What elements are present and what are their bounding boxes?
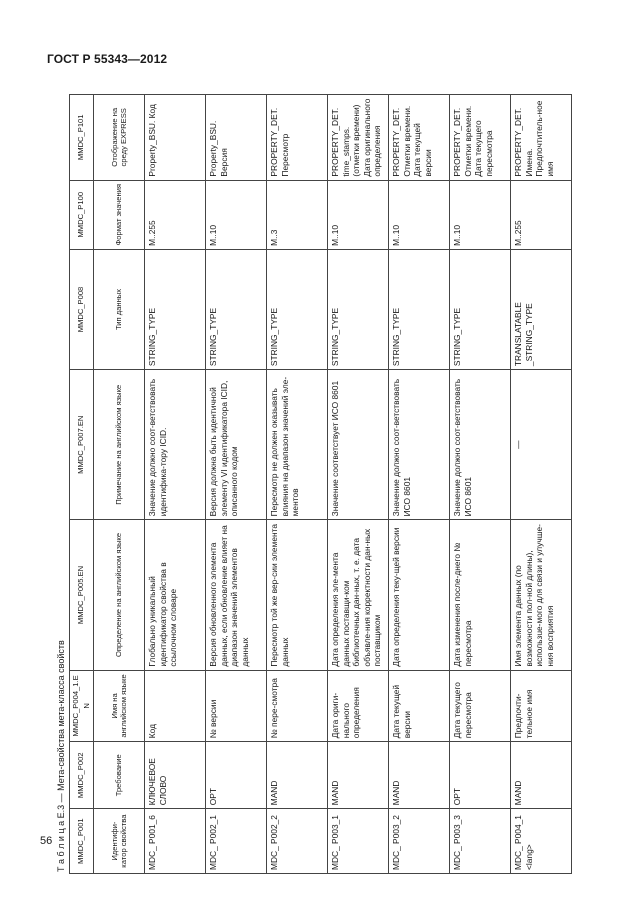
column-header: Требование — [94, 742, 145, 809]
table-cell: MDC_ P003_3 — [450, 809, 511, 874]
meta-properties-table — [69, 94, 572, 874]
table-cell: Имя элемента данных (по возможности пол-ной длины), использue-мого для связи и улучше-ния восприятия — [511, 520, 572, 670]
table-cell: № версии — [206, 670, 267, 742]
column-header: Тип данных — [94, 249, 145, 369]
column-code: MMDC_P007.EN — [70, 370, 94, 520]
table-cell: M..10 — [450, 180, 511, 249]
table-cell: PROPERTY_DET. Отметки времени. Дата текущей версии — [389, 95, 450, 181]
table-cell: Дата текущего пересмотра — [450, 670, 511, 742]
column-code: MMDC_P004_1.EN — [70, 670, 94, 742]
table-cell: Предпочти-тельное имя — [511, 670, 572, 742]
table-cell: Глобально уникальный идентификатор свойства в ссылочном словаре — [145, 520, 206, 670]
table-cell: STRING_TYPE — [328, 249, 389, 369]
table-row — [511, 95, 572, 874]
table-cell: MAND — [328, 742, 389, 809]
column-code: MMDC_P001 — [70, 809, 94, 874]
table-cell: MDC_ P003_2 — [389, 809, 450, 874]
table-cell: PROPERTY_DET. time_stamps. (отметки времени) Дата оригинального определения — [328, 95, 389, 181]
table-cell: Дата ориги-нального определения — [328, 670, 389, 742]
table-cell: Значение соответствует ИСО 8601 — [328, 370, 389, 520]
table-row — [267, 95, 328, 874]
table-cell: STRING_TYPE — [206, 249, 267, 369]
table-cell: Значение должно соот-ветствовать ИСО 8601 — [389, 370, 450, 520]
table-caption: Т а б л и ц а Е.3 — Мета-свойства мета-класса свойств — [56, 640, 66, 872]
table-cell: MAND — [511, 742, 572, 809]
table-cell: MAND — [389, 742, 450, 809]
table-row — [206, 95, 267, 874]
table-cell: MDC_ P004_1 <lang> — [511, 809, 572, 874]
table-cell: Значение должно соот-ветствовать ИСО 8601 — [450, 370, 511, 520]
page-number: 56 — [40, 835, 53, 847]
table-cell: M..10 — [389, 180, 450, 249]
column-code: MMDC_P008 — [70, 249, 94, 369]
table-row — [145, 95, 206, 874]
column-header: Идентифи-катор свойства — [94, 809, 145, 874]
table-cell: PROPERTY_DET. Отметки времени. Дата текущего пересмотра — [450, 95, 511, 181]
column-header: Отображение на среду EXPRESS — [94, 95, 145, 181]
column-code: MMDC_P005.EN — [70, 520, 94, 670]
table-cell: Дата определения теку-щей версии — [389, 520, 450, 670]
column-code: MMDC_P101 — [70, 95, 94, 181]
table-cell: PROPERTY_DET. Пересмотр — [267, 95, 328, 181]
table-cell: Дата текущей версии — [389, 670, 450, 742]
table-cell: M..255 — [511, 180, 572, 249]
table-row — [450, 95, 511, 874]
table-cell: MDC_ P003_1 — [328, 809, 389, 874]
table-cell: PROPERTY_DET. Имена. Предпочтитель-ное имя — [511, 95, 572, 181]
table-cell: Дата изменения после-днего № пересмотра — [450, 520, 511, 670]
column-header: Примечание на английском языке — [94, 370, 145, 520]
column-header: Определение на английском языке — [94, 520, 145, 670]
column-header: Формат значения — [94, 180, 145, 249]
table-cell: MDC_ P002_2 — [267, 809, 328, 874]
table-cell: M..10 — [206, 180, 267, 249]
table-cell: КЛЮЧЕВОЕ СЛОВО — [145, 742, 206, 809]
table-cell: Значение должно соот-ветствовать идентифика-тору ICID. — [145, 370, 206, 520]
table-cell: Пересмотр той же вер-сии элемента данных — [267, 520, 328, 670]
rotated-table-block — [54, 94, 564, 874]
table-cell: Property_BSU. Код — [145, 95, 206, 181]
column-header: Имя на английском языке — [94, 670, 145, 742]
table-cell: Дата определения эле-мента данных поставщи-ком библиотечных дан-ных, т. е. дата объявле-ния корректности дан-ных поставщиком — [328, 520, 389, 670]
table-cell: OPT — [206, 742, 267, 809]
table-cell: M..255 — [145, 180, 206, 249]
table-cell: Пересмотр не должен оказывать влияния на диапазон значений эле-ментов — [267, 370, 328, 520]
table-cell: № пере-смотра — [267, 670, 328, 742]
table-cell: STRING_TYPE — [450, 249, 511, 369]
table-row — [389, 95, 450, 874]
column-code: MMDC_P002 — [70, 742, 94, 809]
document-header: ГОСТ Р 55343—2012 — [47, 52, 168, 66]
table-cell: M..3 — [267, 180, 328, 249]
table-cell: MDC_ P001_6 — [145, 809, 206, 874]
table-cell: Версия должна быть идентичной элементу VI идентификатора ICID, описанного кодом — [206, 370, 267, 520]
code-row — [70, 95, 94, 874]
table-cell: — — [511, 370, 572, 520]
table-cell: STRING_TYPE — [389, 249, 450, 369]
header-row — [94, 95, 145, 874]
table-cell: TRANSLATABLE _STRING_TYPE — [511, 249, 572, 369]
table-cell: MAND — [267, 742, 328, 809]
table-cell: Версия обновленного элемента данных, если обновление влияет на диапазон значений элементов данных — [206, 520, 267, 670]
table-cell: OPT — [450, 742, 511, 809]
table-cell: MDC_ P002_1 — [206, 809, 267, 874]
table-cell: STRING_TYPE — [267, 249, 328, 369]
table-cell: M..10 — [328, 180, 389, 249]
table-cell: Property_BSU. Версия — [206, 95, 267, 181]
column-code: MMDC_P100 — [70, 180, 94, 249]
table-row — [328, 95, 389, 874]
table-cell: Код — [145, 670, 206, 742]
table-cell: STRING_TYPE — [145, 249, 206, 369]
